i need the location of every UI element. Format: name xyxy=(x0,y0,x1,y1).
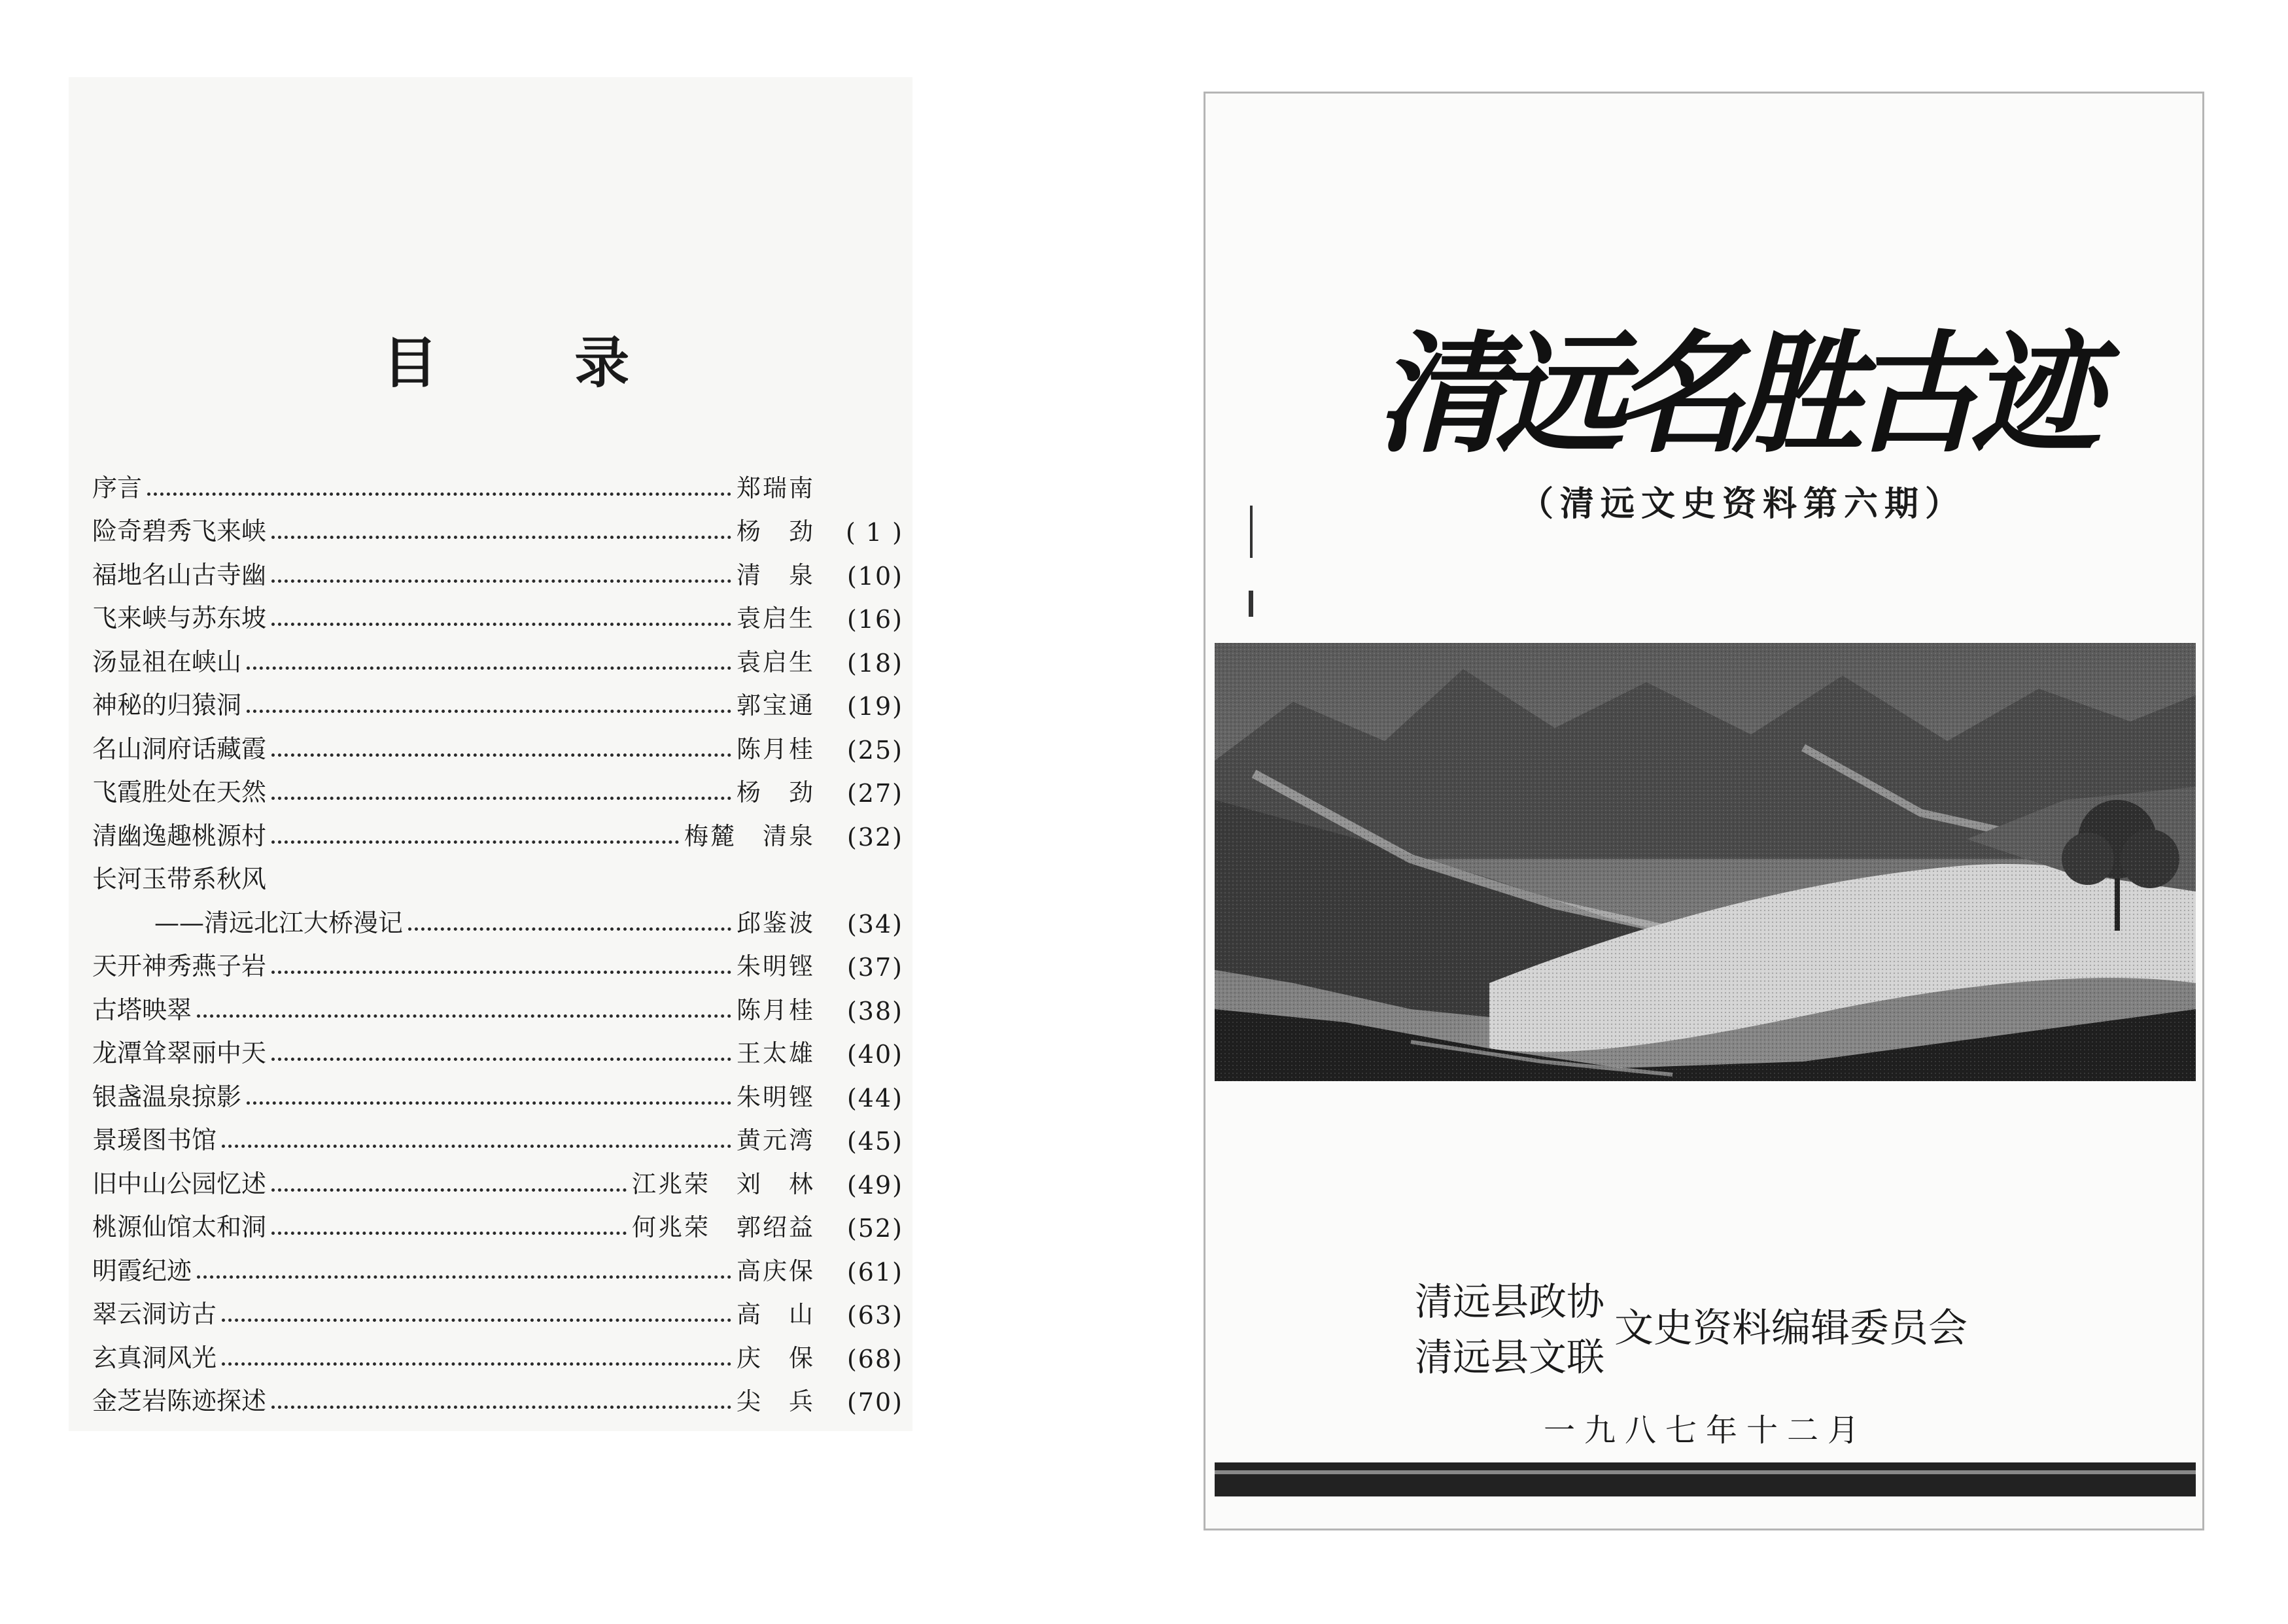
toc-leader-dots xyxy=(271,1058,731,1061)
toc-entry-page: (10) xyxy=(846,561,903,591)
toc-list xyxy=(92,460,903,1417)
toc-entry-author: 袁启生 xyxy=(737,648,815,676)
toc-entry-title: 飞霞胜处在天然 xyxy=(92,778,267,806)
toc-entry-title: 龙潭耸翠丽中天 xyxy=(92,1039,267,1067)
toc-leader-dots xyxy=(247,1101,731,1105)
toc-entry-title: 古塔映翠 xyxy=(92,995,192,1024)
toc-entry[interactable] xyxy=(92,895,903,939)
toc-entry-title: 桃源仙馆太和洞 xyxy=(92,1213,267,1241)
toc-leader-dots xyxy=(271,579,731,583)
toc-entry-page: (45) xyxy=(846,1127,903,1156)
publication-date: 一九八七年十二月 xyxy=(1543,1412,1868,1449)
toc-leader-dots xyxy=(271,840,679,844)
toc-entry[interactable] xyxy=(92,1243,903,1287)
toc-entry-page: (49) xyxy=(846,1170,903,1200)
toc-entry[interactable] xyxy=(92,852,903,895)
toc-entry-author: 高 山 xyxy=(737,1300,815,1328)
registration-marks xyxy=(1245,506,1258,636)
toc-entry[interactable] xyxy=(92,1156,903,1200)
toc-entry-page: (61) xyxy=(846,1257,903,1287)
toc-title: 目 录 xyxy=(383,330,689,395)
toc-entry-author: 尖 兵 xyxy=(737,1387,815,1415)
toc-entry-title: 神秘的归猿洞 xyxy=(92,691,242,719)
toc-entry-author: 郭宝通 xyxy=(737,691,815,719)
toc-leader-dots xyxy=(222,1319,731,1322)
toc-entry-title: 景瑗图书馆 xyxy=(92,1126,217,1154)
toc-leader-dots xyxy=(222,1362,731,1366)
toc-entry-title: 翠云洞访古 xyxy=(92,1300,217,1328)
landscape-photo xyxy=(1215,643,2196,1081)
toc-entry-page: (19) xyxy=(846,692,903,721)
toc-entry-page: (16) xyxy=(846,605,903,634)
cover-subtitle: （清远文史资料第六期） xyxy=(1519,484,1966,524)
toc-leader-dots xyxy=(147,492,731,496)
toc-leader-dots xyxy=(197,1014,731,1018)
toc-entry-title: 飞来峡与苏东坡 xyxy=(92,604,267,632)
toc-entry[interactable] xyxy=(92,678,903,721)
toc-entry-title: 名山洞府话藏霞 xyxy=(92,734,267,763)
toc-entry-title: 清幽逸趣桃源村 xyxy=(92,821,267,850)
toc-entry-title: 福地名山古寺幽 xyxy=(92,560,267,589)
publisher-org-1: 清远县政协 xyxy=(1415,1279,1605,1324)
toc-entry[interactable] xyxy=(92,765,903,808)
cover-bottom-bar xyxy=(1215,1462,2196,1496)
toc-entry[interactable] xyxy=(92,721,903,765)
toc-entry-author: 陈月桂 xyxy=(737,995,815,1024)
toc-leader-dots xyxy=(271,1406,731,1409)
toc-leader-dots xyxy=(271,1232,627,1235)
cover-title: 清远名胜古迹 xyxy=(1376,317,2090,471)
toc-entry[interactable] xyxy=(92,1113,903,1156)
toc-entry-page: (63) xyxy=(846,1301,903,1330)
toc-entry[interactable] xyxy=(92,634,903,678)
toc-entry[interactable] xyxy=(92,504,903,547)
toc-entry[interactable] xyxy=(92,1026,903,1069)
toc-entry[interactable] xyxy=(92,1200,903,1243)
toc-entry-author: 黄元湾 xyxy=(737,1126,815,1154)
toc-entry-page: ( 1 ) xyxy=(846,518,903,547)
toc-entry-author: 朱明铿 xyxy=(737,1082,815,1111)
toc-entry-title: 旧中山公园忆述 xyxy=(92,1169,267,1198)
toc-entry-page: (40) xyxy=(846,1040,903,1069)
toc-entry[interactable] xyxy=(92,1287,903,1330)
publisher-block xyxy=(1415,1271,2167,1389)
toc-entry-title: 银盏温泉掠影 xyxy=(92,1082,242,1111)
toc-leader-dots xyxy=(197,1275,731,1279)
toc-entry-author: 邱鉴波 xyxy=(737,908,815,937)
toc-entry-title: 金芝岩陈迹探述 xyxy=(92,1387,267,1415)
toc-entry-page: (18) xyxy=(846,648,903,678)
publisher-committee: 文史资料编辑委员会 xyxy=(1614,1305,1967,1351)
toc-entry-page: (34) xyxy=(846,909,903,939)
toc-entry-page: (27) xyxy=(846,779,903,808)
toc-entry-author: 郑瑞南 xyxy=(737,474,815,502)
toc-entry[interactable] xyxy=(92,982,903,1026)
toc-page xyxy=(69,77,912,1431)
toc-entry-title: 序言 xyxy=(92,473,143,502)
toc-entry-author: 江兆荣 刘 林 xyxy=(632,1169,815,1198)
toc-entry-page: (37) xyxy=(846,953,903,982)
toc-leader-dots xyxy=(247,666,731,670)
toc-entry-author: 王太雄 xyxy=(737,1039,815,1067)
toc-entry-author: 庆 保 xyxy=(737,1343,815,1372)
toc-entry-title: ——清远北江大桥漫记 xyxy=(154,908,404,937)
toc-entry-author: 何兆荣 郭绍益 xyxy=(632,1213,815,1241)
toc-leader-dots xyxy=(408,927,731,931)
toc-entry[interactable] xyxy=(92,1069,903,1113)
toc-entry-page: (70) xyxy=(846,1388,903,1417)
toc-entry[interactable] xyxy=(92,1330,903,1373)
cover-page xyxy=(1204,92,2204,1530)
toc-entry-title: 天开神秀燕子岩 xyxy=(92,952,267,980)
publisher-org-2: 清远县文联 xyxy=(1415,1335,1605,1379)
toc-entry[interactable] xyxy=(92,1373,903,1417)
toc-entry-author: 高庆保 xyxy=(737,1256,815,1285)
toc-entry-title: 玄真洞风光 xyxy=(92,1343,217,1372)
toc-entry[interactable] xyxy=(92,808,903,852)
toc-leader-dots xyxy=(271,1188,627,1192)
toc-entry[interactable] xyxy=(92,939,903,982)
toc-leader-dots xyxy=(271,753,731,757)
toc-entry-page: (52) xyxy=(846,1214,903,1243)
toc-entry[interactable] xyxy=(92,460,903,504)
toc-entry-page: (38) xyxy=(846,996,903,1026)
toc-entry-author: 清 泉 xyxy=(737,561,815,589)
toc-leader-dots xyxy=(271,623,731,626)
toc-entry-author: 杨 劲 xyxy=(737,778,815,806)
toc-entry-page: (68) xyxy=(846,1344,903,1373)
toc-entry-author: 袁启生 xyxy=(737,604,815,632)
toc-entry[interactable] xyxy=(92,591,903,634)
toc-entry-title: 长河玉带系秋风 xyxy=(92,865,267,893)
toc-leader-dots xyxy=(271,536,731,539)
toc-entry-title: 明霞纪迹 xyxy=(92,1256,192,1285)
toc-entry-page: (25) xyxy=(846,735,903,765)
toc-leader-dots xyxy=(222,1145,731,1148)
toc-leader-dots xyxy=(247,710,731,713)
toc-entry-page: (32) xyxy=(846,822,903,852)
toc-entry-page: (44) xyxy=(846,1083,903,1113)
toc-entry-author: 梅麓 清泉 xyxy=(684,821,815,850)
toc-leader-dots xyxy=(271,797,731,800)
toc-entry-author: 杨 劲 xyxy=(737,517,815,545)
toc-entry-title: 险奇碧秀飞来峡 xyxy=(92,517,267,545)
toc-entry-author: 朱明铿 xyxy=(737,952,815,980)
toc-entry-title: 汤显祖在峡山 xyxy=(92,647,242,676)
toc-entry-author: 陈月桂 xyxy=(737,734,815,763)
toc-entry[interactable] xyxy=(92,547,903,591)
toc-leader-dots xyxy=(271,971,731,974)
